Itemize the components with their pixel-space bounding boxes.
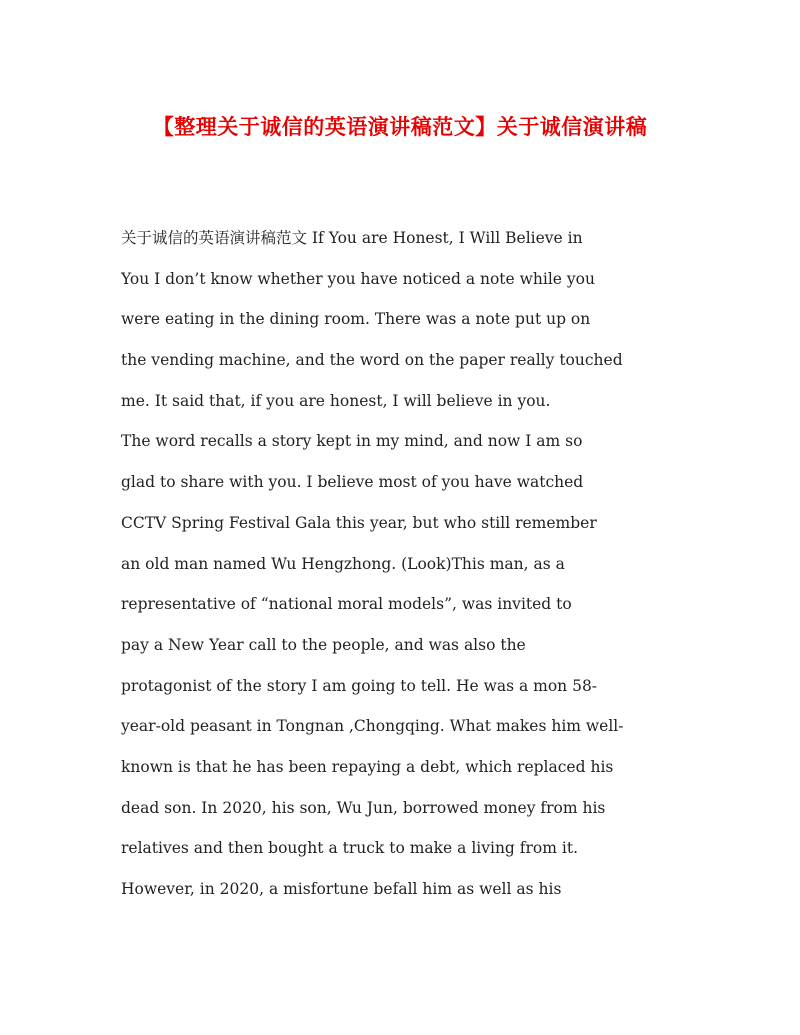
body-line-6: The word recalls a story kept in my mind, and now I am so	[121, 432, 583, 451]
body-line-4: the vending machine, and the word on the paper really touched	[121, 351, 623, 370]
body-line-1: 关于诚信的英语演讲稿范文 If You are Honest, I Will Believe in	[121, 229, 583, 247]
body-line-12: protagonist of the story I am going to tell. He was a mon 58-	[121, 676, 598, 695]
body-line-14: known is that he has been repaying a debt, which replaced his	[121, 757, 614, 776]
body-line-13: year-old peasant in Tongnan ,Chongqing. What makes him well-	[121, 717, 624, 736]
document-title: 【整理关于诚信的英语演讲稿范文】关于诚信演讲稿	[152, 114, 648, 139]
body-line-11: pay a New Year call to the people, and was also the	[121, 635, 526, 654]
document-body	[121, 224, 701, 916]
body-line-3: were eating in the dining room. There was a note put up on	[121, 310, 591, 329]
body-line-15: dead son. In 2020, his son, Wu Jun, borrowed money from his	[121, 798, 606, 817]
body-line-2: You I don’t know whether you have noticed a note while you	[121, 269, 595, 288]
body-line-5: me. It said that, if you are honest, I will believe in you.	[121, 391, 551, 410]
body-line-17: However, in 2020, a misfortune befall him as well as his	[121, 880, 562, 898]
body-line-16: relatives and then bought a truck to make a living from it.	[121, 839, 578, 858]
body-line-10: representative of “national moral models”, was invited to	[121, 595, 572, 614]
body-line-8: CCTV Spring Festival Gala this year, but who still remember	[121, 513, 597, 532]
body-line-7: glad to share with you. I believe most of you have watched	[121, 473, 584, 492]
body-line-9: an old man named Wu Hengzhong. (Look)This man, as a	[121, 554, 565, 573]
